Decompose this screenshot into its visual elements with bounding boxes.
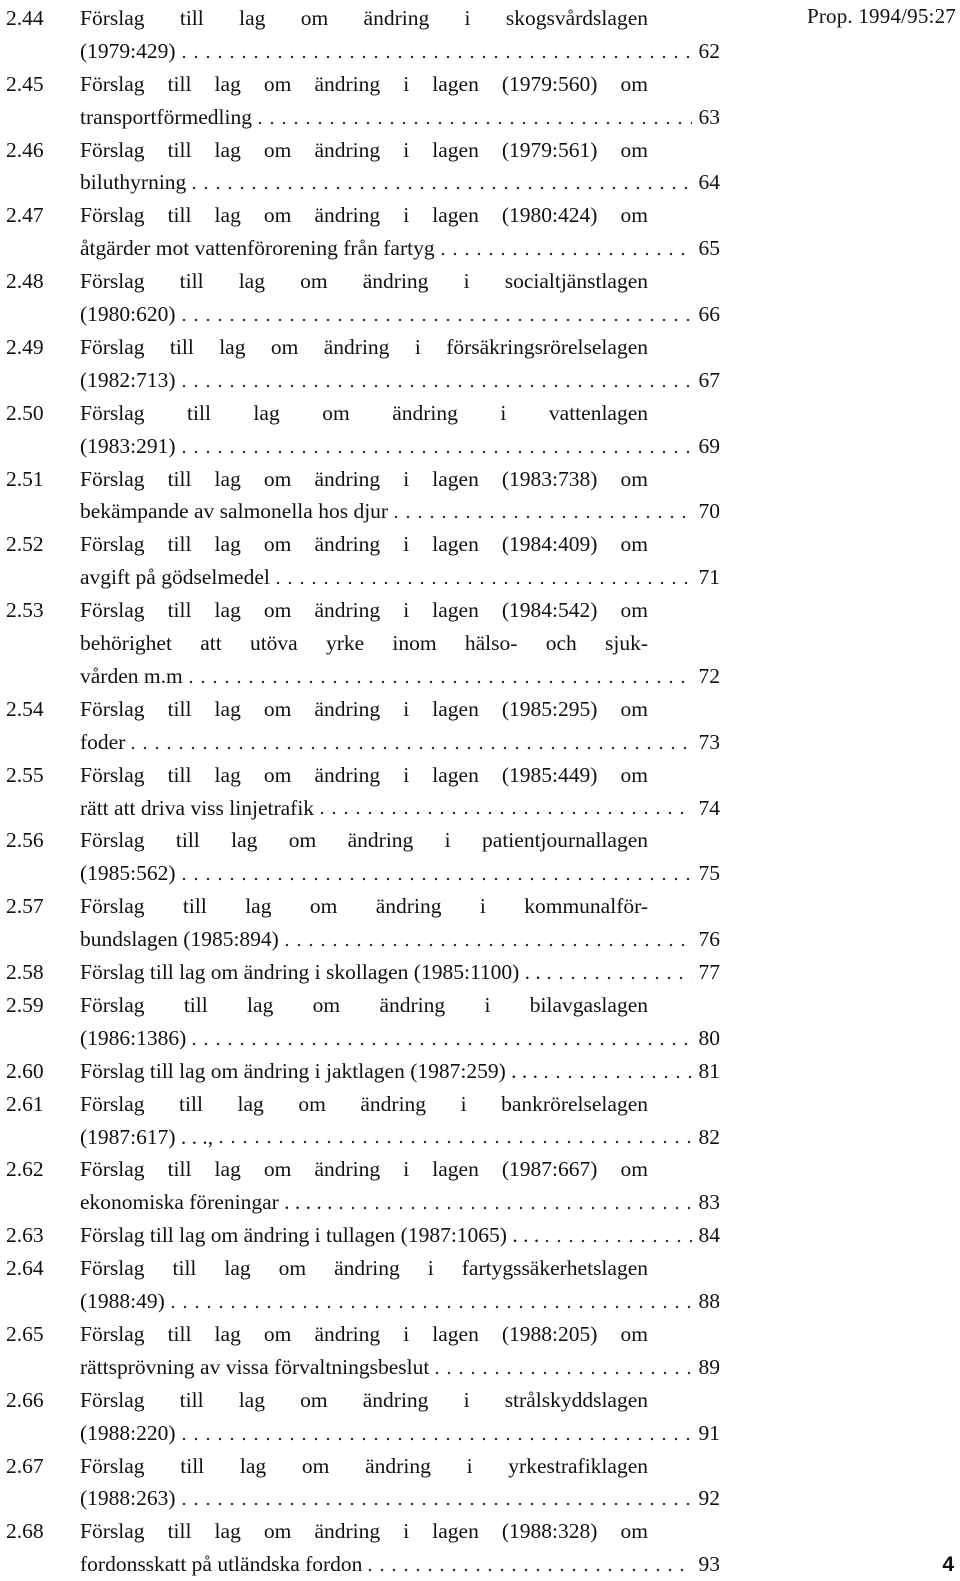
toc-entry-title — [80, 1384, 720, 1450]
toc-entry-title-end: (1988:49) — [80, 1289, 165, 1314]
toc-entry-title — [80, 463, 720, 529]
toc-entry-title — [80, 1318, 720, 1384]
dot-leader — [390, 514, 692, 520]
toc-entry — [0, 2, 760, 68]
toc-entry-title-line: Förslag till lag om ändring i vattenlagen — [80, 400, 648, 425]
toc-entry-title-line: Förslag till lag om ändring i lagen (1984:409) om — [80, 532, 648, 557]
toc-entry-number: 2.59 — [6, 992, 44, 1017]
toc-entry-page: 65 — [698, 236, 720, 261]
toc-entry-title-end: Förslag till lag om ändring i jaktlagen (1987:259) . . . — [80, 1058, 538, 1083]
toc-entry-title-line: Förslag till lag om ändring i lagen (1979:560) om — [80, 71, 648, 96]
dot-leader — [281, 942, 692, 948]
toc-entry-last-line — [80, 1055, 720, 1088]
toc-entry-last-line — [80, 1022, 720, 1055]
toc-entry-title-end: vården m.m — [80, 663, 183, 688]
toc-entry-last-line — [80, 1417, 720, 1450]
dot-leader — [167, 1304, 692, 1310]
toc-entry — [0, 759, 760, 825]
dot-leader — [178, 876, 692, 882]
dot-leader — [431, 1370, 692, 1376]
toc-entry-title-end: rätt att driva viss linjetrafik — [80, 795, 315, 820]
toc-entry — [0, 134, 760, 200]
toc-entry-page: 76 — [698, 927, 720, 952]
toc-entry-page: 67 — [698, 367, 720, 392]
toc-entry-page: 74 — [698, 795, 720, 820]
toc-entry-title-line: Förslag till lag om ändring i försäkringsrörelselagen — [80, 334, 648, 359]
toc-entry-number: 2.61 — [6, 1091, 44, 1116]
toc-entry-title-end: (1986:1386) — [80, 1025, 187, 1050]
toc-entry-page: 81 — [698, 1058, 720, 1083]
toc-entry-number: 2.48 — [6, 269, 44, 294]
toc-entry — [0, 1252, 760, 1318]
toc-entry-last-line — [80, 232, 720, 265]
toc-entry-title — [80, 1219, 720, 1252]
toc-entry — [0, 1450, 760, 1516]
toc-entry-number: 2.51 — [6, 466, 44, 491]
dot-leader — [178, 54, 692, 60]
toc-entry-title — [80, 1252, 720, 1318]
toc-entry-page: 92 — [698, 1486, 720, 1511]
toc-entry-title — [80, 824, 720, 890]
toc-entry-title-end: Förslag till lag om ändring i tullagen (1987:1065) . . . — [80, 1223, 540, 1248]
toc-entry-last-line — [80, 495, 720, 528]
toc-entry-page: 82 — [698, 1124, 720, 1149]
toc-entry-last-line — [80, 1482, 720, 1515]
toc-entry-page: 66 — [698, 302, 720, 327]
toc-entry-title-end: (1988:263) — [80, 1486, 176, 1511]
toc-entry-last-line — [80, 1351, 720, 1384]
toc-entry-page: 73 — [698, 729, 720, 754]
toc-entry — [0, 199, 760, 265]
toc-entry-number: 2.56 — [6, 828, 44, 853]
toc-entry-title — [80, 693, 720, 759]
dot-leader — [316, 810, 692, 816]
toc-entry-number: 2.64 — [6, 1256, 44, 1281]
dot-leader — [215, 1139, 692, 1145]
toc-entry-page: 84 — [698, 1223, 720, 1248]
toc-entry-page: 63 — [698, 104, 720, 129]
toc-entry-number: 2.49 — [6, 334, 44, 359]
toc-entry-number: 2.65 — [6, 1321, 44, 1346]
toc-entry-page: 89 — [698, 1354, 720, 1379]
toc-entry — [0, 528, 760, 594]
toc-entry-title-line: Förslag till lag om ändring i socialtjänstlagen — [80, 269, 648, 294]
toc-entry-page: 72 — [698, 663, 720, 688]
toc-entry-number: 2.67 — [6, 1453, 44, 1478]
toc-entry-last-line — [80, 857, 720, 890]
dot-leader — [188, 1041, 692, 1047]
toc-entry-title-end: avgift på gödselmedel — [80, 565, 270, 590]
dot-leader — [272, 580, 692, 586]
toc-entry — [0, 397, 760, 463]
toc-entry-page: 64 — [698, 170, 720, 195]
toc-entry-number: 2.66 — [6, 1387, 44, 1412]
page-number: 4 — [942, 1553, 954, 1576]
running-header: Prop. 1994/95:27 — [806, 4, 956, 28]
toc-entry-title-line: Förslag till lag om ändring i bankrörelselagen — [80, 1091, 648, 1116]
toc-entry-title-line: Förslag till lag om ändring i strålskyddslagen — [80, 1387, 648, 1412]
toc-entry — [0, 956, 760, 989]
toc-entry-title-end: fordonsskatt på utländska fordon — [80, 1552, 363, 1577]
toc-entry-last-line — [80, 726, 720, 759]
toc-entry — [0, 693, 760, 759]
toc-entry-title — [80, 1450, 720, 1516]
toc-entry-number: 2.57 — [6, 894, 44, 919]
toc-entry-number: 2.44 — [6, 6, 44, 30]
toc-entry-page: 93 — [698, 1552, 720, 1577]
toc-entry-title — [80, 2, 720, 68]
toc-entry-number: 2.47 — [6, 203, 44, 228]
dot-leader — [254, 120, 692, 126]
toc-entry-title-end: bundslagen (1985:894) — [80, 927, 279, 952]
toc-entry-title-line: Förslag till lag om ändring i fartygssäkerhetslagen — [80, 1256, 648, 1281]
toc-entry — [0, 1384, 760, 1450]
toc-entry-number: 2.54 — [6, 696, 44, 721]
toc-entry-number: 2.63 — [6, 1223, 44, 1248]
toc-entry — [0, 331, 760, 397]
toc-entry-title-end: (1983:291) — [80, 433, 176, 458]
toc-entry — [0, 1219, 760, 1252]
toc-entry-title-end: (1982:713) — [80, 367, 176, 392]
toc-entry-last-line — [80, 101, 720, 134]
toc-entry-number: 2.53 — [6, 598, 44, 623]
toc-entry-number: 2.68 — [6, 1519, 44, 1544]
dot-leader — [178, 449, 692, 455]
toc-entry — [0, 989, 760, 1055]
toc-entry-title-line: Förslag till lag om ändring i skogsvårdslagen — [80, 6, 648, 30]
toc-entry-title-end: bekämpande av salmonella hos djur — [80, 499, 389, 524]
toc-entry-last-line — [80, 956, 720, 989]
toc-entry-title — [80, 956, 720, 989]
toc-entry-title-end: (1979:429) — [80, 38, 176, 63]
toc-entry-last-line — [80, 561, 720, 594]
toc-entry-title — [80, 1055, 720, 1088]
toc-entry — [0, 1318, 760, 1384]
toc-entry-last-line — [80, 923, 720, 956]
toc-entry-title — [80, 759, 720, 825]
toc-entry — [0, 1055, 760, 1088]
toc-entry-page: 91 — [698, 1420, 720, 1445]
toc-entry-title-line: Förslag till lag om ändring i lagen (1979:561) om — [80, 137, 648, 162]
toc-entry-title — [80, 989, 720, 1055]
toc-entry-page: 88 — [698, 1289, 720, 1314]
dot-leader — [188, 185, 692, 191]
toc-entry-title — [80, 265, 720, 331]
toc-entry-title — [80, 594, 720, 693]
toc-entry-title — [80, 199, 720, 265]
toc-entry — [0, 824, 760, 890]
dot-leader — [335, 1205, 692, 1211]
toc-entry-last-line — [80, 1186, 720, 1219]
toc-entry-last-line — [80, 1219, 720, 1252]
toc-entry-title — [80, 331, 720, 397]
toc-entry-title-line: Förslag till lag om ändring i lagen (1980:424) om — [80, 203, 648, 228]
toc-entry-number: 2.46 — [6, 137, 44, 162]
toc-entry-last-line — [80, 1548, 720, 1581]
toc-entry — [0, 1088, 760, 1154]
toc-entry-title-end: (1985:562) — [80, 861, 176, 886]
toc-entry-title-end: åtgärder mot vattenförorening från fartyg — [80, 236, 435, 261]
toc-entry-title — [80, 1153, 720, 1219]
toc-entry-title-line: Förslag till lag om ändring i yrkestrafiklagen — [80, 1453, 648, 1478]
toc-entry-number: 2.45 — [6, 71, 44, 96]
toc-entry — [0, 1153, 760, 1219]
toc-entry-number: 2.58 — [6, 960, 44, 985]
dot-leader — [127, 745, 692, 751]
toc-entry-title-line: Förslag till lag om ändring i lagen (1984:542) om — [80, 598, 648, 623]
toc-entry-title-end: transportförmedling — [80, 104, 252, 129]
toc-entry-page: 69 — [698, 433, 720, 458]
toc-entry — [0, 68, 760, 134]
toc-entry-number: 2.50 — [6, 400, 44, 425]
toc-entry-title — [80, 528, 720, 594]
toc-entry-last-line — [80, 35, 720, 68]
toc-entry — [0, 890, 760, 956]
toc-entry-title — [80, 134, 720, 200]
dot-leader — [543, 975, 692, 981]
toc-entry-last-line — [80, 166, 720, 199]
toc-entry-title — [80, 1515, 720, 1581]
dot-leader — [178, 383, 692, 389]
toc-entry-number: 2.62 — [6, 1157, 44, 1182]
toc-entry-title-line: Förslag till lag om ändring i lagen (1983:738) om — [80, 466, 648, 491]
toc-entry-title-end: (1988:220) — [80, 1420, 176, 1445]
toc-entry-last-line — [80, 430, 720, 463]
toc-entry-title-end: (1987:617) . . ., — [80, 1124, 214, 1149]
toc-entry-title-end: rättsprövning av vissa förvaltningsbeslut — [80, 1354, 430, 1379]
dot-leader — [541, 1238, 692, 1244]
toc-entry-title-line: Förslag till lag om ändring i lagen (1988:205) om — [80, 1321, 648, 1346]
toc-entry-number: 2.60 — [6, 1058, 44, 1083]
toc-entry-last-line — [80, 364, 720, 397]
toc-entry-number: 2.55 — [6, 762, 44, 787]
dot-leader — [178, 1436, 692, 1442]
toc-entry-page: 70 — [698, 499, 720, 524]
dot-leader — [178, 1501, 692, 1507]
toc-entry-page: 83 — [698, 1190, 720, 1215]
toc-entry-page: 77 — [698, 960, 720, 985]
toc-entry — [0, 594, 760, 693]
toc-entry-title-line: Förslag till lag om ändring i lagen (1988:328) om — [80, 1519, 648, 1544]
toc-entry-page: 80 — [698, 1025, 720, 1050]
dot-leader — [185, 679, 692, 685]
toc-entry-page: 62 — [698, 38, 720, 63]
toc-entry-title-line: Förslag till lag om ändring i kommunalför- — [80, 894, 648, 919]
toc-entry-title-end: (1980:620) — [80, 302, 176, 327]
toc-entry-title-line: Förslag till lag om ändring i lagen (1987:667) om — [80, 1157, 648, 1182]
toc-entry-title-end: foder — [80, 729, 126, 754]
toc-entry — [0, 1515, 760, 1581]
toc-entry-title — [80, 397, 720, 463]
toc-entry-title — [80, 68, 720, 134]
dot-leader — [178, 317, 692, 323]
toc-entry-page: 71 — [698, 565, 720, 590]
toc-entry — [0, 463, 760, 529]
toc-entry-number: 2.52 — [6, 532, 44, 557]
dot-leader — [364, 1567, 692, 1573]
toc-entry-title-line: Förslag till lag om ändring i patientjournallagen — [80, 828, 648, 853]
toc-entry-last-line — [80, 792, 720, 825]
toc-entry-title-end: ekonomiska föreningar . . . . . — [80, 1190, 333, 1215]
toc-entry-title-line: Förslag till lag om ändring i lagen (1985:449) om — [80, 762, 648, 787]
toc-entry-title — [80, 1088, 720, 1154]
dot-leader — [540, 1074, 692, 1080]
table-of-contents — [0, 2, 760, 1581]
toc-entry-title — [80, 890, 720, 956]
dot-leader — [437, 251, 692, 257]
toc-entry-title-end: Förslag till lag om ändring i skollagen (1985:1100) . . — [80, 960, 541, 985]
toc-entry-last-line — [80, 1285, 720, 1318]
toc-entry-title-line: Förslag till lag om ändring i lagen (1985:295) om — [80, 696, 648, 721]
toc-entry — [0, 265, 760, 331]
toc-entry-last-line — [80, 1121, 720, 1154]
toc-entry-last-line — [80, 298, 720, 331]
toc-entry-page: 75 — [698, 861, 720, 886]
toc-entry-last-line — [80, 660, 720, 693]
toc-entry-title-line: Förslag till lag om ändring i bilavgaslagen — [80, 992, 648, 1017]
toc-entry-title-line: behörighet att utöva yrke inom hälso- och sjuk- — [80, 631, 648, 656]
toc-entry-title-end: biluthyrning — [80, 170, 187, 195]
